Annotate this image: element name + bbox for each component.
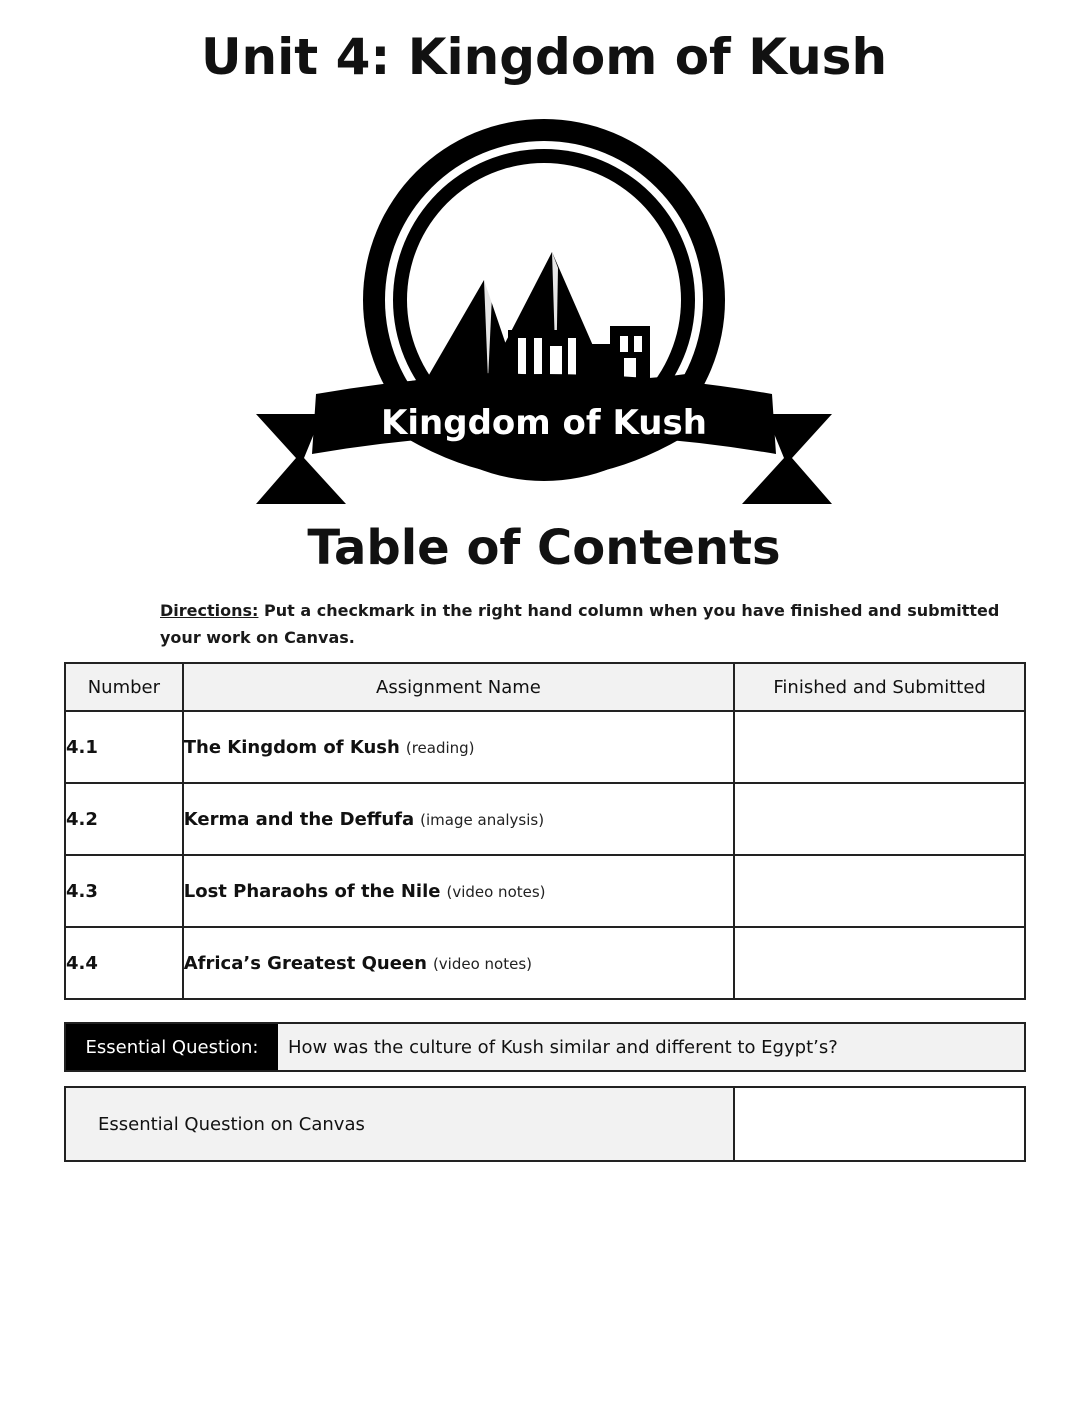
row-checkmark-cell[interactable] bbox=[734, 711, 1025, 783]
toc-title: Table of Contents bbox=[307, 520, 781, 576]
essential-question-canvas-row bbox=[64, 1086, 1026, 1162]
row-number: 4.2 bbox=[65, 783, 183, 855]
assignment-type: (image analysis) bbox=[420, 810, 545, 829]
essential-question-label: Essential Question: bbox=[66, 1024, 278, 1070]
table-row bbox=[65, 927, 1025, 999]
directions-text: Put a checkmark in the right hand column when you have finished and submitted your work on Canvas. bbox=[160, 601, 1000, 647]
row-number: 4.1 bbox=[65, 711, 183, 783]
essential-question-canvas-label: Essential Question on Canvas bbox=[66, 1088, 735, 1160]
directions bbox=[160, 597, 1030, 651]
row-assignment bbox=[183, 927, 734, 999]
row-number: 4.3 bbox=[65, 855, 183, 927]
row-assignment bbox=[183, 711, 734, 783]
header-assignment-name: Assignment Name bbox=[183, 663, 734, 711]
table-row bbox=[65, 855, 1025, 927]
row-assignment bbox=[183, 855, 734, 927]
assignment-type: (video notes) bbox=[432, 954, 532, 973]
directions-label: Directions: bbox=[160, 601, 259, 620]
row-checkmark-cell[interactable] bbox=[734, 927, 1025, 999]
assignment-name: Africa’s Greatest Queen bbox=[183, 952, 427, 974]
page-title: Unit 4: Kingdom of Kush bbox=[200, 28, 888, 86]
assignment-type: (reading) bbox=[405, 738, 475, 757]
header-number: Number bbox=[65, 663, 183, 711]
assignment-name: Kerma and the Deffufa bbox=[183, 808, 415, 830]
header-finished-submitted: Finished and Submitted bbox=[734, 663, 1025, 711]
kingdom-of-kush-logo bbox=[256, 118, 832, 510]
essential-question-checkmark-cell[interactable] bbox=[735, 1088, 1024, 1160]
assignment-name: The Kingdom of Kush bbox=[183, 736, 400, 758]
row-number: 4.4 bbox=[65, 927, 183, 999]
table-header-row bbox=[65, 663, 1025, 711]
essential-question-bar bbox=[64, 1022, 1026, 1072]
row-checkmark-cell[interactable] bbox=[734, 783, 1025, 855]
assignment-table bbox=[64, 662, 1026, 1000]
row-assignment bbox=[183, 783, 734, 855]
table-row bbox=[65, 783, 1025, 855]
row-checkmark-cell[interactable] bbox=[734, 855, 1025, 927]
essential-question-text: How was the culture of Kush similar and different to Egypt’s? bbox=[288, 1036, 838, 1058]
assignment-name: Lost Pharaohs of the Nile bbox=[183, 880, 441, 902]
assignment-type: (video notes) bbox=[446, 882, 546, 901]
table-row bbox=[65, 711, 1025, 783]
logo-text: Kingdom of Kush bbox=[381, 403, 707, 443]
